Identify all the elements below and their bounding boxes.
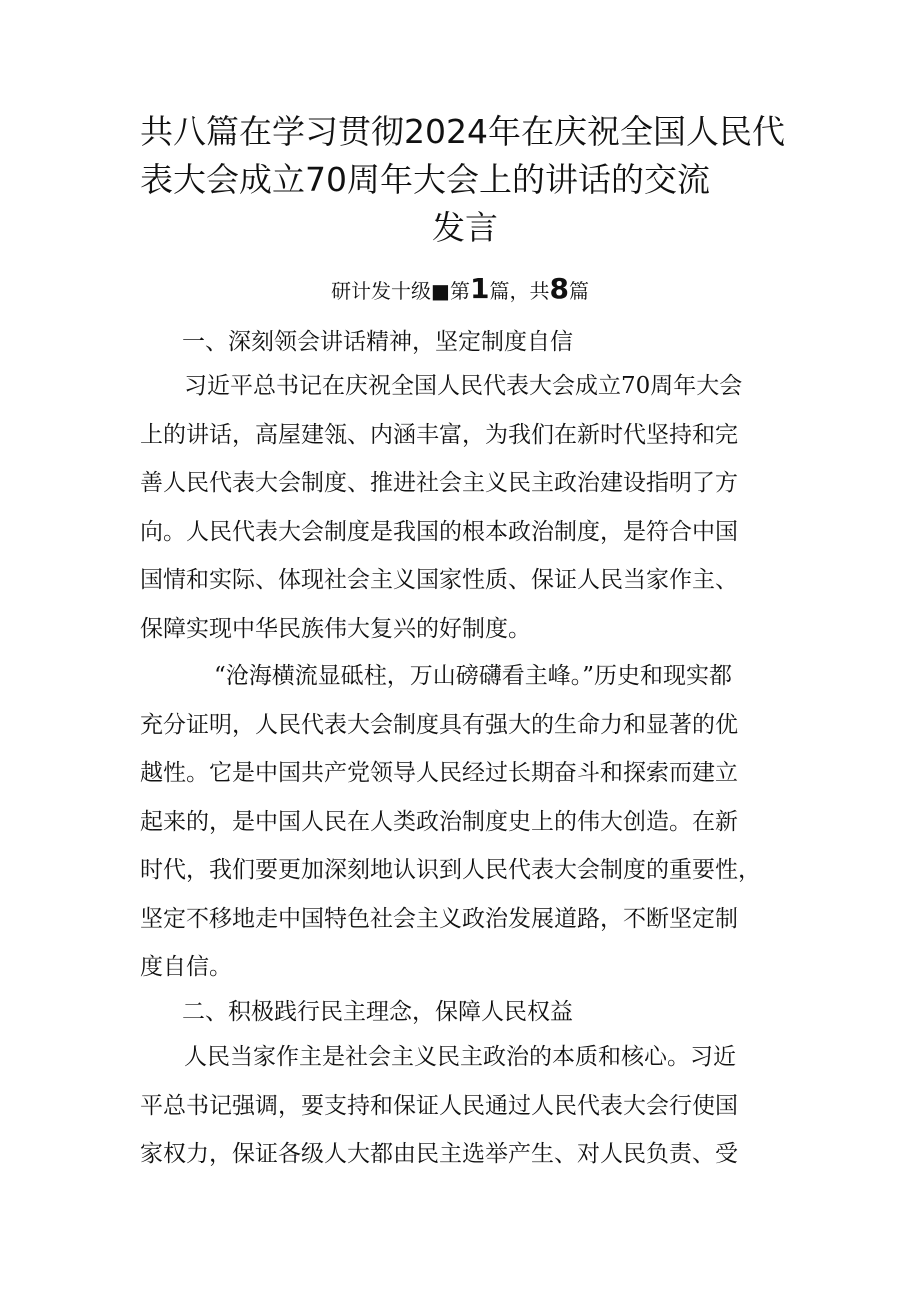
meta-current-number: 1 <box>469 272 490 305</box>
paragraph-line: 国情和实际、体现社会主义国家性质、保证人民当家作主、 <box>140 567 738 593</box>
section-1-paragraph-2 <box>140 652 800 992</box>
paragraph-line: 习近平总书记在庆祝全国人民代表大会成立70周年大会 <box>184 373 743 399</box>
paragraph-line: 充分证明，人民代表大会制度具有强大的生命力和显著的优 <box>140 711 738 738</box>
paragraph-line: 保障实现中华民族伟大复兴的好制度。 <box>140 615 531 642</box>
paragraph-line: 人民当家作主是社会主义民主政治的本质和核心。习近 <box>184 1044 736 1070</box>
document-title <box>140 108 790 252</box>
title-line-2: 表大会成立70周年大会上的讲话的交流 <box>140 160 710 199</box>
section-heading-1: 一、深刻领会讲话精神，坚定制度自信 <box>182 329 573 355</box>
paragraph-line: “沧海横流显砥柱，万山磅礴看主峰。”历史和现实都 <box>214 663 733 689</box>
document-meta <box>0 274 920 306</box>
section-1-paragraph-1 <box>140 362 800 653</box>
paragraph-line: 度自信。 <box>140 954 232 980</box>
meta-middle: 篇，共 <box>489 279 550 303</box>
paragraph-line: 平总书记强调，要支持和保证人民通过人民代表大会行使国 <box>140 1092 738 1119</box>
title-line-3: 发言 <box>432 208 498 247</box>
paragraph-line: 向。人民代表大会制度是我国的根本政治制度，是符合中国 <box>140 518 738 545</box>
section-2-paragraph-1 <box>140 1033 800 1179</box>
section-heading-2: 二、积极践行民主理念，保障人民权益 <box>182 999 573 1025</box>
paragraph-line: 时代，我们要更加深刻地认识到人民代表大会制度的重要性， <box>140 857 761 883</box>
paragraph-line: 上的讲话，高屋建瓴、内涵丰富，为我们在新时代坚持和完 <box>140 421 738 448</box>
paragraph-line: 起来的，是中国人民在人类政治制度史上的伟大创造。在新 <box>140 808 738 835</box>
paragraph-line: 善人民代表大会制度、推进社会主义民主政治建设指明了方 <box>140 470 738 496</box>
meta-total-number: 8 <box>549 272 569 305</box>
title-line-1: 共八篇在学习贯彻2024年在庆祝全国人民代 <box>140 112 785 151</box>
paragraph-line: 越性。它是中国共产党领导人民经过长期奋斗和探索而建立 <box>140 760 738 786</box>
meta-suffix: 篇 <box>568 279 589 303</box>
paragraph-line: 家权力，保证各级人大都由民主选举产生、对人民负责、受 <box>140 1141 738 1167</box>
paragraph-line: 坚定不移地走中国特色社会主义政治发展道路，不断坚定制 <box>140 905 738 932</box>
meta-prefix: 研计发十级■第 <box>331 279 470 303</box>
